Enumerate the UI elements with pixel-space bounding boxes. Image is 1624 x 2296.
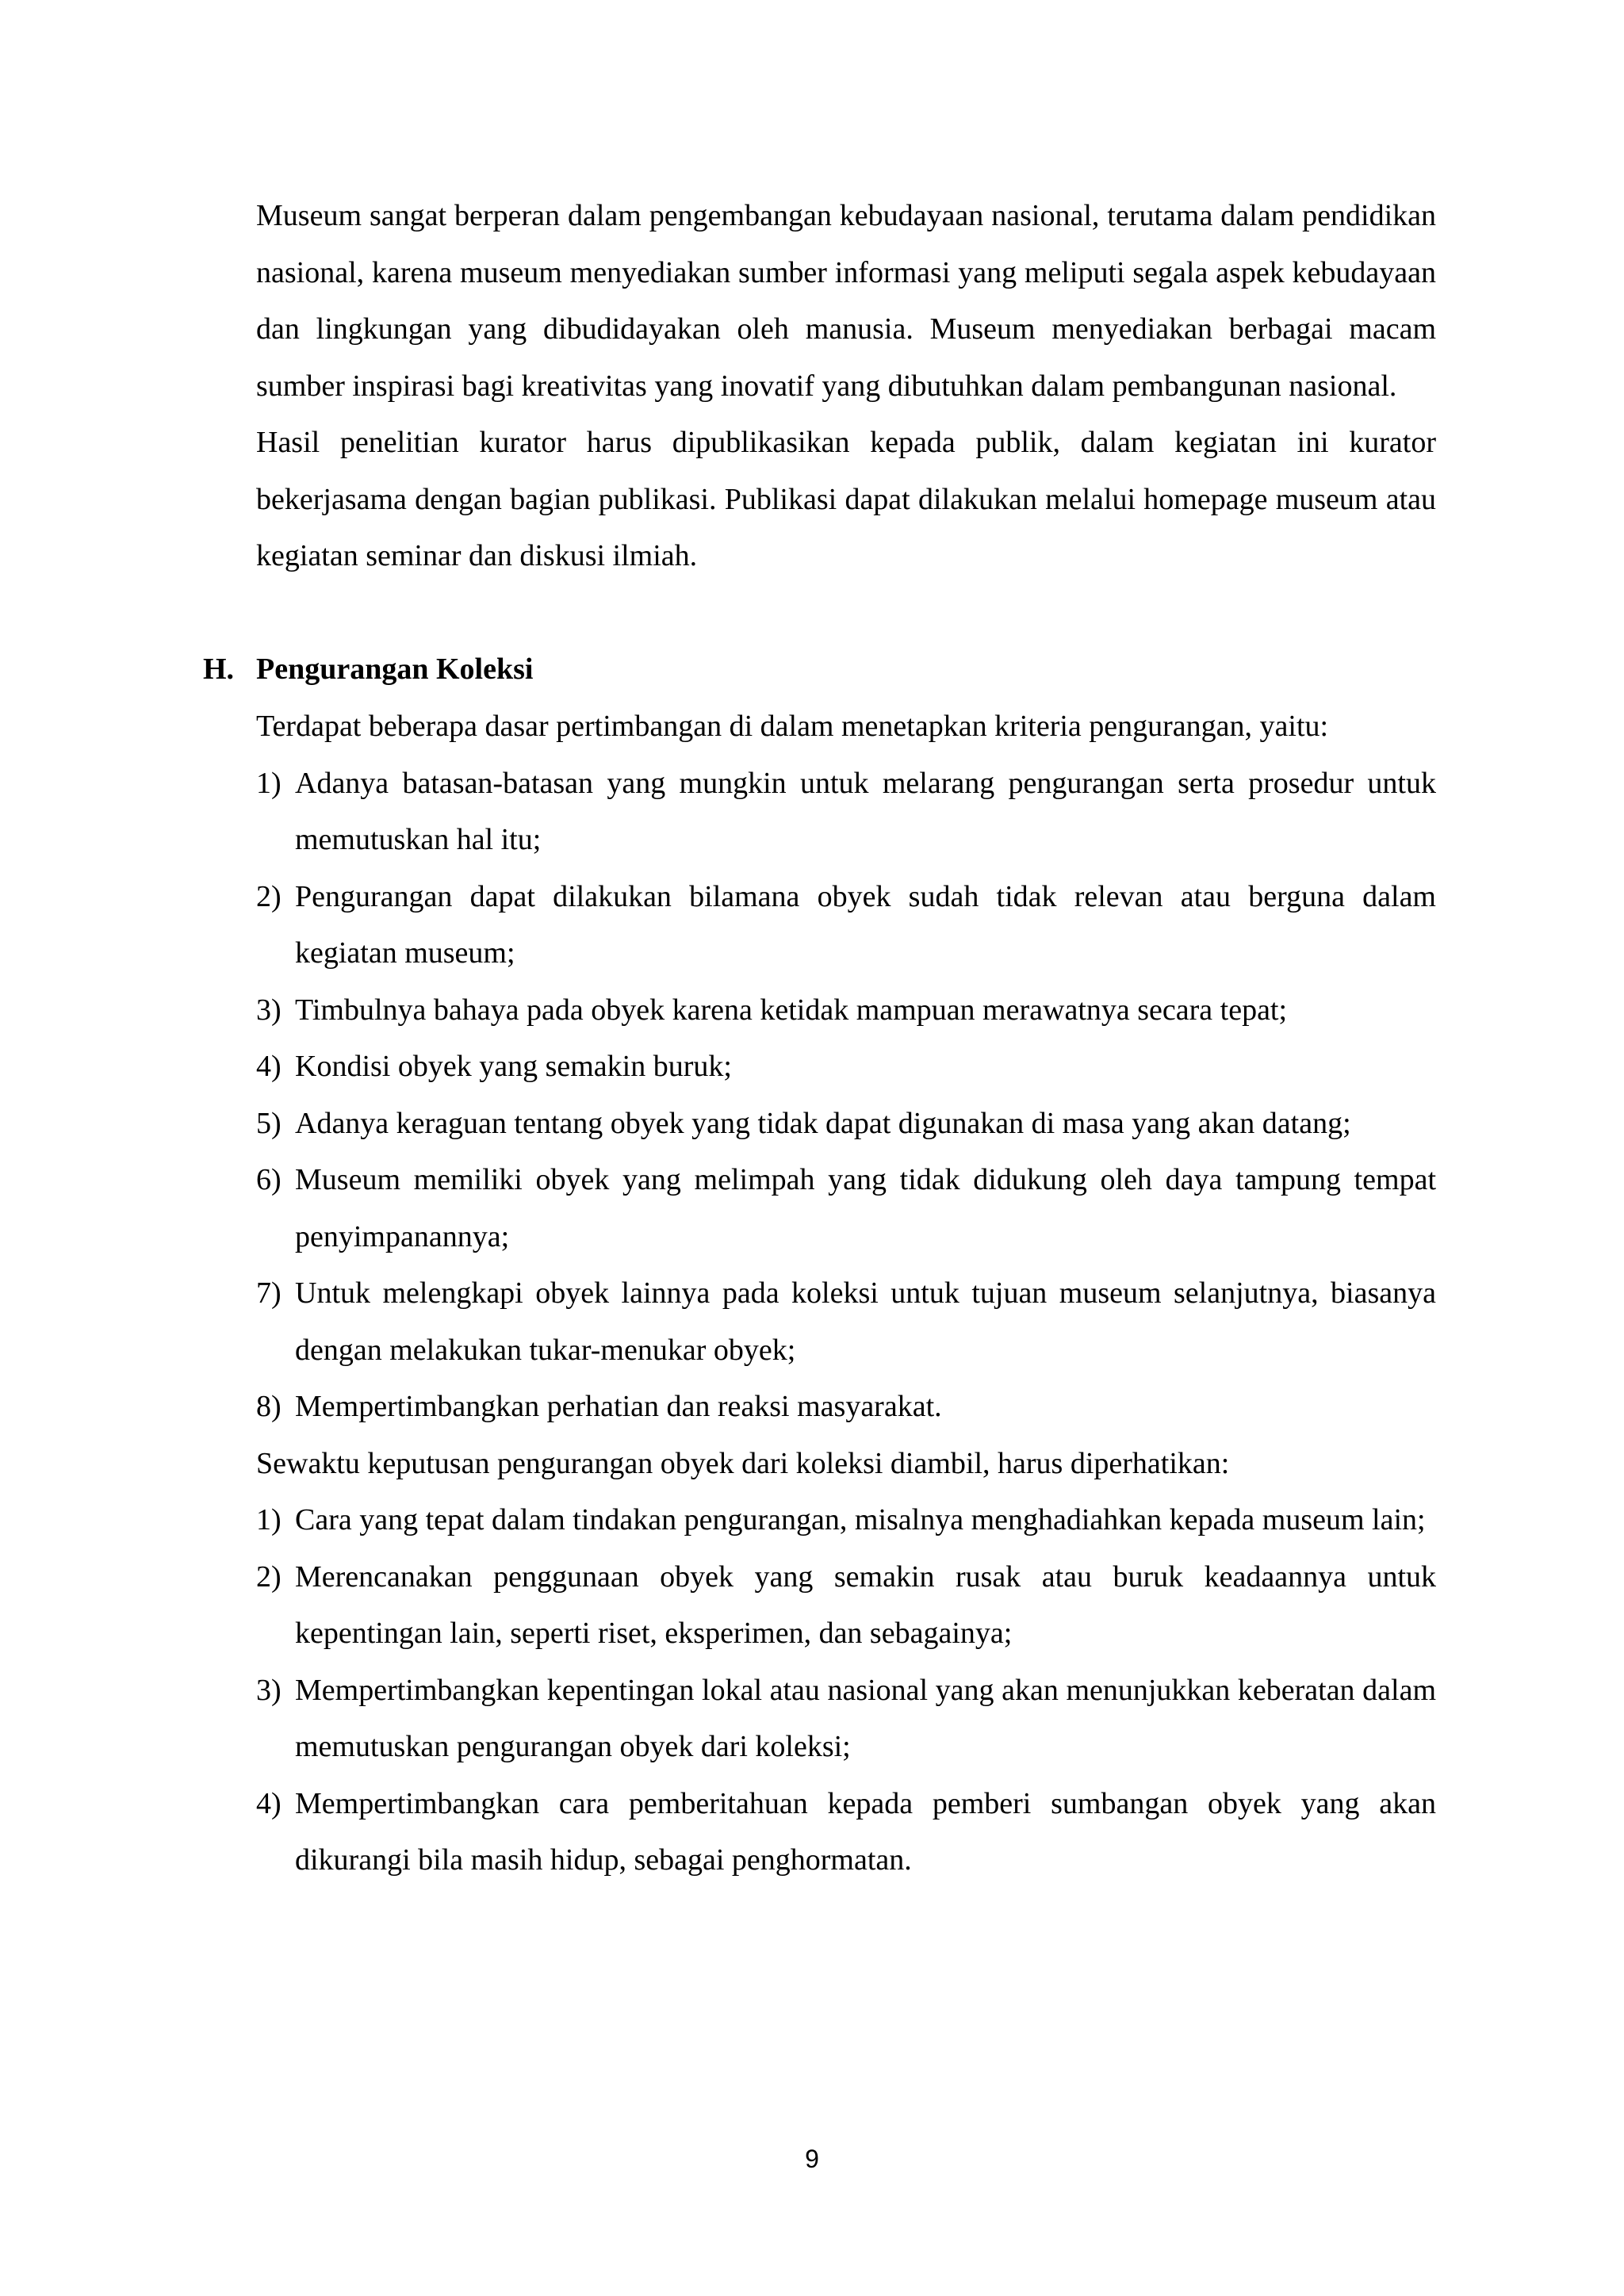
- considerations-list: [256, 1492, 1436, 1889]
- list-item-number: 1): [256, 766, 282, 800]
- list-item-text: Untuk melengkapi obyek lainnya pada koleksi untuk tujuan museum selanjutnya, biasanya dengan melakukan tukar-menukar obyek;: [295, 1276, 1436, 1367]
- list-item: [256, 1492, 1436, 1549]
- list-item: [256, 1776, 1436, 1889]
- intro-section: [256, 188, 1436, 585]
- criteria-lead: Terdapat beberapa dasar pertimbangan di dalam menetapkan kriteria pengurangan, yaitu:: [256, 710, 1329, 743]
- section-heading: [203, 641, 533, 698]
- section-body: [256, 698, 1436, 1889]
- intro-paragraph-1: Museum sangat berperan dalam pengembangan kebudayaan nasional, terutama dalam pendidikan nasional, karena museum menyediakan sumber informasi yang meliputi segala aspek kebudayaan dan lingkungan yang dibudidayakan oleh manusia. Museum menyediakan berbagai macam sumber inspirasi bagi kreativitas yang inovatif yang dibutuhkan dalam pembangunan nasional.: [256, 199, 1436, 403]
- list-item-number: 3): [256, 993, 282, 1027]
- criteria-list: [256, 756, 1436, 1436]
- list-item-text: Adanya keraguan tentang obyek yang tidak dapat digunakan di masa yang akan datang;: [295, 1106, 1351, 1140]
- list-item-text: Museum memiliki obyek yang melimpah yang tidak didukung oleh daya tampung tempat penyimpanannya;: [295, 1163, 1436, 1253]
- list-item-number: 7): [256, 1276, 282, 1310]
- list-item-text: Cara yang tepat dalam tindakan pengurangan, misalnya menghadiahkan kepada museum lain;: [295, 1503, 1426, 1536]
- list-item-number: 3): [256, 1673, 282, 1707]
- list-item: [256, 1096, 1436, 1153]
- list-item: [256, 1152, 1436, 1265]
- section-title: Pengurangan Koleksi: [256, 652, 534, 686]
- page-number: 9: [805, 2145, 819, 2173]
- list-item-text: Kondisi obyek yang semakin buruk;: [295, 1050, 732, 1083]
- list-item-text: Mempertimbangkan perhatian dan reaksi masyarakat.: [295, 1390, 942, 1423]
- list-item-text: Mempertimbangkan kepentingan lokal atau nasional yang akan menunjukkan keberatan dalam memutuskan pengurangan obyek dari koleksi;: [295, 1673, 1436, 1763]
- list-item: [256, 1039, 1436, 1096]
- list-item: [256, 756, 1436, 869]
- list-item-number: 8): [256, 1390, 282, 1423]
- list-item: [256, 869, 1436, 982]
- list-item: [256, 1663, 1436, 1776]
- list-item-number: 2): [256, 1559, 282, 1594]
- list-item-number: 4): [256, 1050, 282, 1083]
- list-item: [256, 1265, 1436, 1379]
- list-item-number: 6): [256, 1163, 282, 1196]
- section-number: H.: [203, 652, 235, 686]
- intro-paragraph-2: Hasil penelitian kurator harus dipublikasikan kepada publik, dalam kegiatan ini kurator bekerjasama dengan bagian publikasi. Publikasi dapat dilakukan melalui homepage museum atau kegiatan seminar dan diskusi ilmiah.: [256, 426, 1436, 572]
- decision-lead: Sewaktu keputusan pengurangan obyek dari koleksi diambil, harus diperhatikan:: [256, 1446, 1230, 1480]
- list-item: [256, 982, 1436, 1039]
- list-item-text: Merencanakan penggunaan obyek yang semakin rusak atau buruk keadaannya untuk kepentingan lain, seperti riset, eksperimen, dan sebagainya;: [295, 1559, 1436, 1650]
- list-item-number: 1): [256, 1503, 282, 1536]
- list-item: [256, 1379, 1436, 1436]
- list-item-number: 5): [256, 1106, 282, 1140]
- list-item-number: 4): [256, 1786, 282, 1820]
- list-item-text: Pengurangan dapat dilakukan bilamana obyek sudah tidak relevan atau berguna dalam kegiatan museum;: [295, 879, 1436, 970]
- list-item-text: Mempertimbangkan cara pemberitahuan kepada pemberi sumbangan obyek yang akan dikurangi bila masih hidup, sebagai penghormatan.: [295, 1786, 1436, 1877]
- list-item-number: 2): [256, 879, 282, 913]
- list-item-text: Adanya batasan-batasan yang mungkin untuk melarang pengurangan serta prosedur untuk memutuskan hal itu;: [295, 766, 1436, 856]
- list-item-text: Timbulnya bahaya pada obyek karena ketidak mampuan merawatnya secara tepat;: [295, 993, 1288, 1027]
- list-item: [256, 1549, 1436, 1663]
